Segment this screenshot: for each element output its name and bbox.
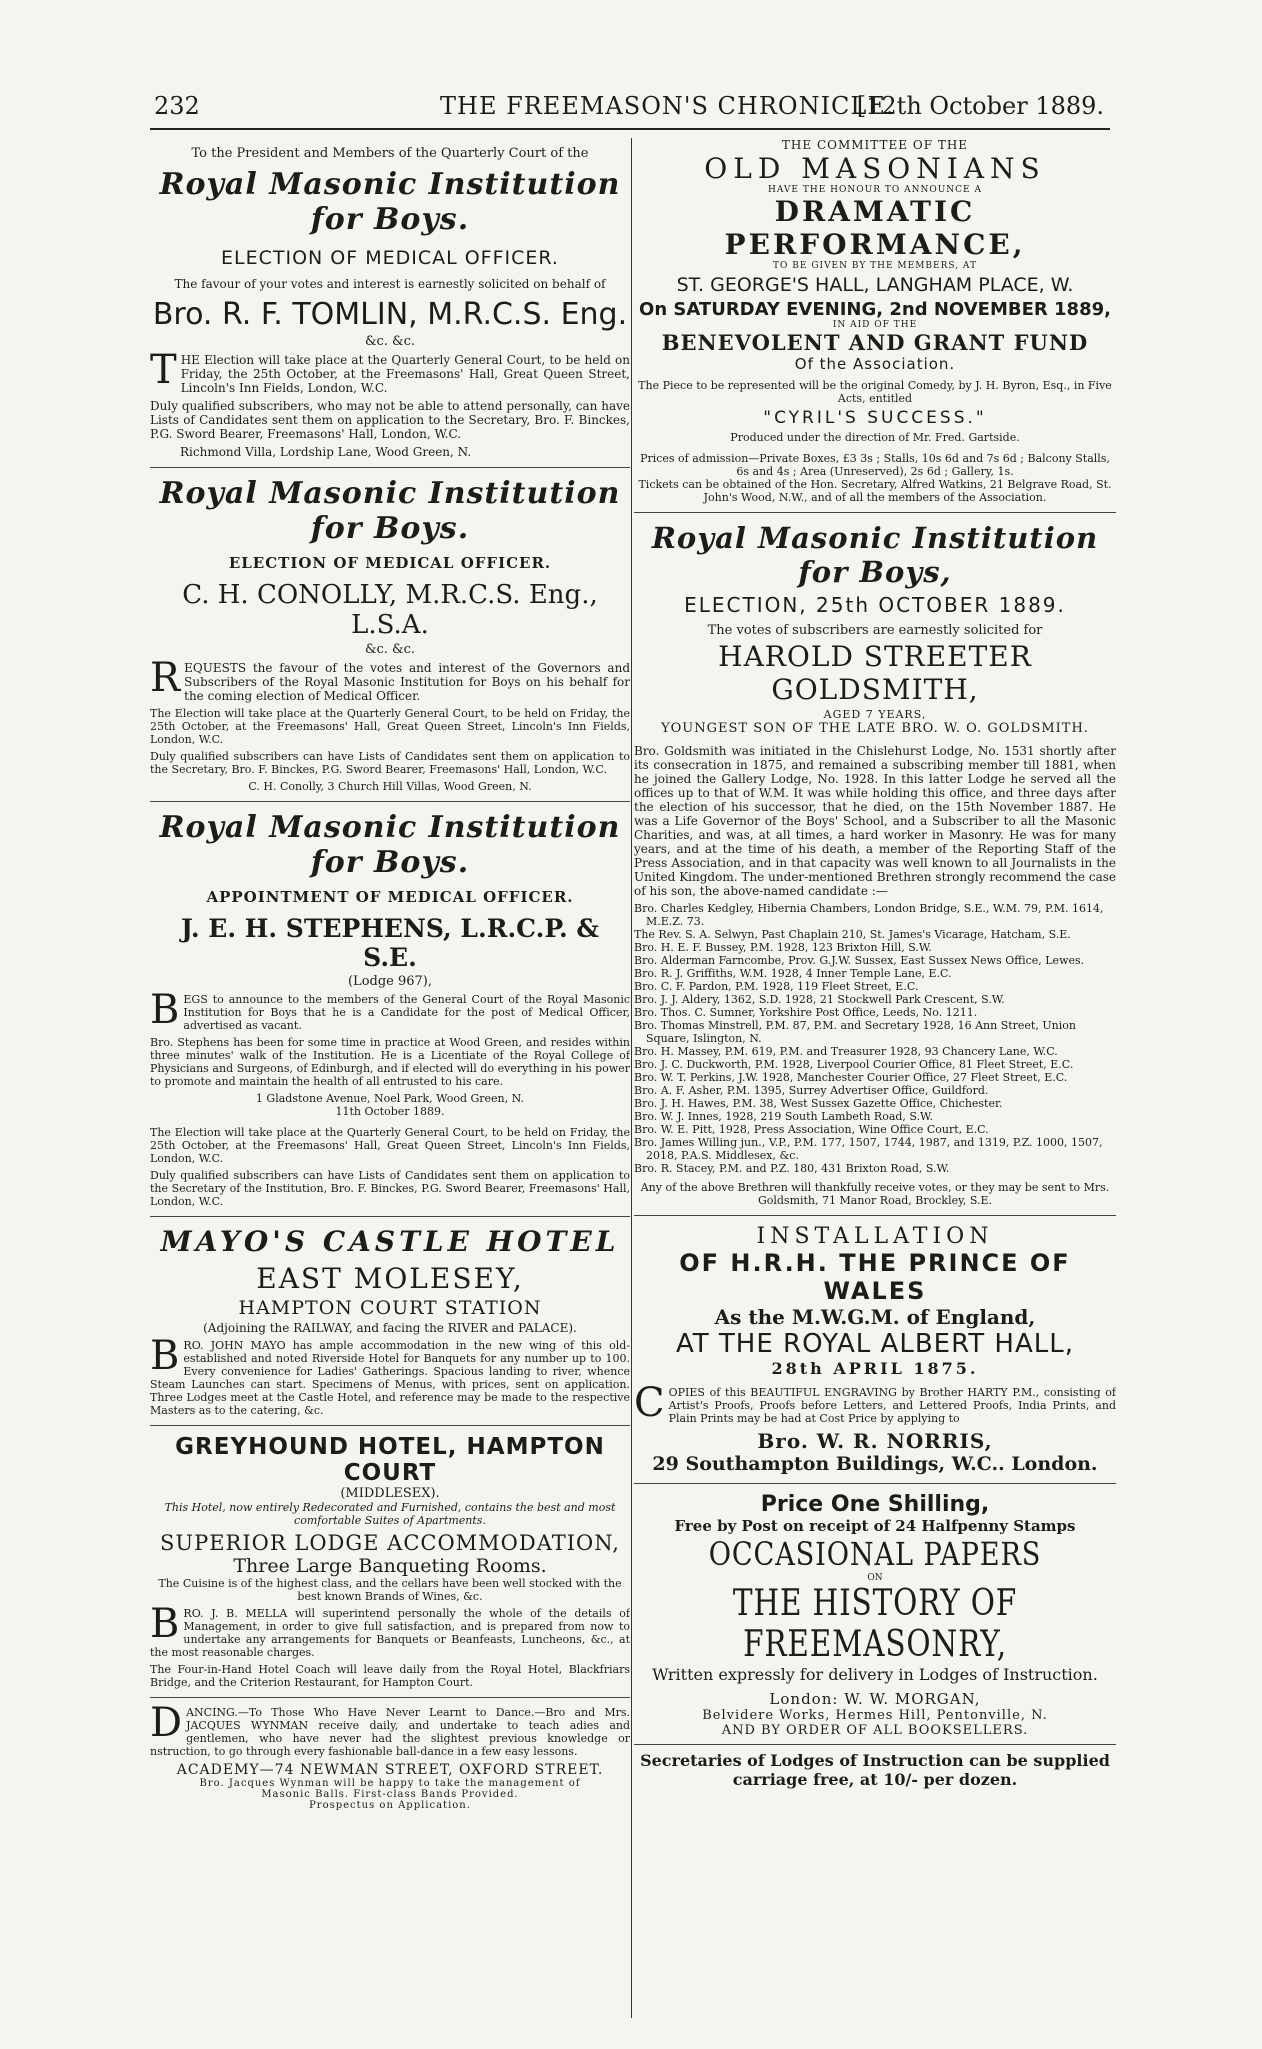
brethren-item: Bro. R. Stacey, P.M. and P.Z. 180, 431 Brixton Road, S.W. <box>634 1162 950 1175</box>
performance-date: On SATURDAY EVENING, 2nd NOVEMBER 1889, <box>639 299 1111 320</box>
tickets-text: Tickets can be obtained of the Hon. Secretary, Alfred Watkins, 21 Belgrave Road, St. John's Wood, N.W., and of all the members of the Association. <box>638 478 1112 504</box>
practice-text: Bro. Stephens has been for some time in practice at Wood Green, and resides within three minutes' walk of the Institution. He is a Licentiate of the Royal College of Physicians and Surgeons, of Edinburgh, and if elected will do everything in his power to promote and maintain the health of all entrusted to his care. <box>150 1036 630 1088</box>
closing-note: Any of the above Brethren will thankfully receive votes, or they may be sent to Mrs. Goldsmith, 71 Manor Road, Brockley, S.E. <box>640 1181 1110 1207</box>
bands-line: Masonic Balls. First-class Bands Provided. <box>261 1789 519 1800</box>
brethren-item: Bro. A. F. Asher, P.M. 1395, Surrey Advertiser Office, Guildford. <box>634 1084 989 1097</box>
candidate-address: Richmond Villa, Lordship Lane, Wood Green, N. <box>180 445 472 459</box>
ad-conolly <box>150 476 630 793</box>
ad-greyhound-hotel <box>150 1434 630 1689</box>
election-heading: ELECTION OF MEDICAL OFFICER. <box>228 554 552 572</box>
brethren-item: Bro. W. J. Innes, 1928, 219 South Lambeth Road, S.W. <box>634 1110 933 1123</box>
prices-text: Prices of admission—Private Boxes, £3 3s ; Stalls, 10s 6d and 7s 6d ; Balcony Stalls, 6s and 4s ; Area (Unreserved), 2s 6d ; Gallery, 1s. <box>640 452 1110 478</box>
hotel-tagline: This Hotel, now entirely Redecorated and Furnished, contains the best and most comfortable Suites of Apartments. <box>164 1501 616 1527</box>
on-line: ON <box>867 1573 883 1583</box>
hotel-county: (MIDDLESEX). <box>340 1486 440 1501</box>
hotel-station: HAMPTON COURT STATION <box>238 1297 542 1319</box>
election-heading: ELECTION OF MEDICAL OFFICER. <box>221 247 559 269</box>
column-rule <box>631 138 632 2018</box>
fund-name: BENEVOLENT AND GRANT FUND <box>661 330 1089 355</box>
booksellers-line: AND BY ORDER OF ALL BOOKSELLERS. <box>721 1723 1029 1738</box>
subscribers-notice: Duly qualified subscribers, who may not be able to attend personally, can have Lists of Candidates sent them on application to the Secretary, Bro. F. Binckes, P.G. Sword Bearer, Freemasons' Hall, London, W.C. <box>150 399 630 441</box>
association-line: Of the Association. <box>794 355 956 373</box>
brethren-item: Bro. J. J. Aldery, 1362, S.D. 1928, 21 Stockwell Park Crescent, S.W. <box>634 993 1005 1006</box>
addressee: To the President and Members of the Quarterly Court of the <box>191 146 589 161</box>
play-title: "CYRIL'S SUCCESS." <box>763 408 987 428</box>
institution-heading: Royal Masonic Institution for Boys. <box>159 476 621 546</box>
page-header <box>150 88 1110 130</box>
subscribers-notice: Duly qualified subscribers can have Lists of Candidates sent them on application to the Secretary, Bro. F. Binckes, P.G. Sword Bearer, Freemasons' Hall, London, W.C. <box>150 750 630 776</box>
performance-title: DRAMATIC PERFORMANCE, <box>724 195 1026 261</box>
brethren-item: Bro. J. H. Hawes, P.M. 38, West Sussex Gazette Office, Chichester. <box>634 1097 1003 1110</box>
venue-line: AT THE ROYAL ALBERT HALL, <box>676 1329 1074 1359</box>
separator <box>634 512 1116 513</box>
brethren-item: Bro. W. E. Pitt, 1928, Press Association, Wine Office Court, E.C. <box>634 1123 989 1136</box>
brethren-item: Bro. H. Massey, P.M. 619, P.M. and Treasurer 1928, 93 Chancery Lane, W.C. <box>634 1045 1058 1058</box>
hotel-location: EAST MOLESEY, <box>256 1262 524 1295</box>
election-notice: The Election will take place at the Quarterly General Court, to be held on Friday, the 25th October, at the Freemasons' Hall, Great Queen Street, Lincoln's Inn Fields, London, W.C. <box>150 1126 630 1165</box>
banqueting-rooms: Three Large Banqueting Rooms. <box>233 1555 547 1577</box>
letter-date: 11th October 1889. <box>335 1105 445 1118</box>
ad-goldsmith <box>634 521 1116 1207</box>
academy-address: ACADEMY—74 NEWMAN STREET, OXFORD STREET. <box>176 1762 604 1778</box>
separator <box>634 1215 1116 1216</box>
brethren-item: Bro. James Willing jun., V.P., P.M. 177, 1507, 1744, 1987, and 1319, P.Z. 1000, 1507, 2018, P.A.S. Middlesex, &c. <box>634 1136 1103 1162</box>
ad-mayos-castle-hotel <box>150 1225 630 1417</box>
separator <box>150 1216 630 1217</box>
separator <box>634 1744 1116 1745</box>
committee-line: THE COMMITTEE OF THE <box>781 138 969 152</box>
given-line: TO BE GIVEN BY THE MEMBERS, AT <box>773 261 977 271</box>
club-name: OLD MASONIANS <box>704 152 1046 185</box>
announcement-text: BEGS to announce to the members of the General Court of the Royal Masonic Institution for Boys that he is a Candidate for the post of Medical Officer, advertised as vacant. <box>150 987 630 1033</box>
engraving-text: COPIES of this BEAUTIFUL ENGRAVING by Brother HARTY P.M., consisting of Artist's Proofs, Proofs before Letters, and Lettered Proofs, India Prints, and Plain Prints may be had at Cost Price by applying to <box>634 1380 1116 1426</box>
candidate-name: Bro. R. F. TOMLIN, M.R.C.S. Eng. <box>152 297 628 332</box>
etc: &c. &c. <box>364 642 416 657</box>
publication-title: THE FREEMASON'S CHRONICLE. <box>440 92 895 120</box>
prospectus-line: Prospectus on Application. <box>309 1800 471 1811</box>
written-line: Written expressly for delivery in Lodges of Instruction. <box>652 1665 1098 1684</box>
candidate-address: C. H. Conolly, 3 Church Hill Villas, Wood Green, N. <box>248 780 532 793</box>
favour-text: The favour of your votes and interest is earnestly solicited on behalf of <box>174 277 606 291</box>
brethren-item: Bro. R. J. Griffiths, W.M. 1928, 4 Inner Temple Lane, E.C. <box>634 967 952 980</box>
produced-text: Produced under the direction of Mr. Fred. Gartside. <box>730 431 1020 444</box>
works-address: Belvidere Works, Hermes Hill, Pentonville, N. <box>702 1708 1048 1723</box>
candidate-parent: YOUNGEST SON OF THE LATE BRO. W. O. GOLDSMITH. <box>661 721 1089 736</box>
hotel-adjoining: (Adjoining the RAILWAY, and facing the RIVER and PALACE). <box>203 1321 577 1335</box>
goldsmith-history: Bro. Goldsmith was initiated in the Chislehurst Lodge, No. 1531 shortly after its consecration in 1875, and remained a subscribing member till 1881, when he joined the Gallery Lodge, No. 1928. In this latter Lodge he served all the offices up to that of W.M. It was while holding this office, and three days after the election of his successor, that he died, on the 15th November 1887. He was a Life Governor of the Boys' School, and a Subscriber to all the Masonic Charities, and was, at all times, a hard worker in Masonry. He was for many years, and at the time of his death, a member of the Reporting Staff of the Press Association, and in that capacity was well known to all Journalists in the United Kingdom. The under-mentioned Brethren strongly recommend the case of his son, the above-named candidate :— <box>634 744 1116 898</box>
ad-occasional-papers <box>634 1492 1116 1789</box>
election-notice: THE Election will take place at the Quarterly General Court, to be held on Friday, the 25th October, at the Freemasons' Hall, Great Queen Street, Lincoln's Inn Fields, London, W.C. <box>150 347 630 395</box>
cuisine-text: The Cuisine is of the highest class, and the cellars have been well stocked with the best known Brands of Wines, &c. <box>158 1577 622 1603</box>
separator <box>150 1425 630 1426</box>
separator <box>150 467 630 468</box>
installation-heading: INSTALLATION <box>756 1224 994 1249</box>
hotel-description: BRO. JOHN MAYO has ample accommodation in the new wing of this old-established and noted Riverside Hotel for Banquets for any number up to 100. Every convenience for Ladies' Gatherings. Spacious landing to river, whence Steam Launches can start. Specimens of Menus, with prices, sent on application. Three Lodges meet at the Castle Hotel, and reference may be made to the respective Masters as to the catering, &c. <box>150 1333 630 1417</box>
coach-text: The Four-in-Hand Hotel Coach will leave daily from the Royal Hotel, Blackfriars Bridge, and the Criterion Restaurant, for Hampton Court. <box>150 1663 630 1689</box>
ad-dancing <box>150 1700 630 1811</box>
occasional-papers-title: OCCASIONAL PAPERS <box>708 1535 1042 1573</box>
ad-installation <box>634 1224 1116 1475</box>
in-aid-line: IN AID OF THE <box>832 320 918 330</box>
norris-address: 29 Southampton Buildings, W.C.. London. <box>652 1453 1098 1475</box>
candidate-address: 1 Gladstone Avenue, Noel Park, Wood Green, N. <box>255 1092 525 1105</box>
institution-heading: Royal Masonic Institution for Boys, <box>651 521 1099 589</box>
brethren-item: Bro. Alderman Farncombe, Prov. G.J.W. Sussex, East Sussex News Office, Lewes. <box>634 954 1085 967</box>
lodge-accommodation: SUPERIOR LODGE ACCOMMODATION, <box>160 1531 620 1555</box>
venue: ST. GEORGE'S HALL, LANGHAM PLACE, W. <box>676 274 1074 296</box>
right-column <box>634 138 1116 2018</box>
separator <box>150 1697 630 1698</box>
institution-heading: Royal Masonic Institution for Boys. <box>159 167 621 237</box>
ad-stephens <box>150 810 630 1208</box>
appointment-heading: APPOINTMENT OF MEDICAL OFFICER. <box>206 888 574 906</box>
brethren-item: Bro. C. F. Pardon, P.M. 1928, 119 Fleet Street, E.C. <box>634 980 919 993</box>
candidate-name: J. E. H. STEPHENS, L.R.C.P. & S.E. <box>181 914 599 972</box>
hotel-name: GREYHOUND HOTEL, HAMPTON COURT <box>175 1434 605 1486</box>
management-text: BRO. J. B. MELLA will superintend personally the whole of the details of Management, in order to give full satisfaction, and is prepared from now to undertake any arrangements for Banquets or Beanfeasts, Luncheons, &c., at the most reasonable charges. <box>150 1601 630 1659</box>
election-date: ELECTION, 25th OCTOBER 1889. <box>684 593 1066 617</box>
request-text: REQUESTS the favour of the votes and interest of the Governors and Subscribers of the Royal Masonic Institution for Boys on his behalf for the coming election of Medical Officer. <box>150 655 630 703</box>
separator <box>150 801 630 802</box>
issue-date: [12th October 1889. <box>856 92 1104 120</box>
brethren-item: Bro. Thos. C. Sumner, Yorkshire Post Office, Leeds, No. 1211. <box>634 1006 978 1019</box>
post-line: Free by Post on receipt of 24 Halfpenny Stamps <box>674 1517 1076 1535</box>
page-number: 232 <box>154 92 200 120</box>
norris-name: Bro. W. R. NORRIS, <box>757 1429 993 1453</box>
hotel-name: MAYO'S CASTLE HOTEL <box>160 1225 620 1258</box>
etc: &c. &c. <box>364 334 416 349</box>
dancing-text: DANCING.—To Those Who Have Never Learnt to Dance.—Bro and Mrs. JACQUES WYNMAN receive daily, and undertake to teach adies and gentlemen, who have never had the slightest previous knowledge or nstruction, to go through every fashionable ball-dance in a few easy lessons. <box>150 1700 630 1758</box>
ad-old-masonians <box>634 138 1116 504</box>
subscribers-notice: Duly qualified subscribers can have Lists of Candidates sent them on application to the Secretary of the Institution, Bro. F. Binckes, P.G. Sword Bearer, Freemasons' Hall, London, W.C. <box>150 1169 630 1208</box>
publisher-line: London: W. W. MORGAN, <box>769 1690 981 1708</box>
ad-tomlin <box>150 146 630 459</box>
secretaries-note: Secretaries of Lodges of Instruction can be supplied carriage free, at 10/- per dozen. <box>640 1751 1110 1789</box>
election-notice: The Election will take place at the Quarterly General Court, to be held on Friday, the 25th October, at the Freemasons' Hall, Great Queen Street, Lincoln's Inn Fields, London, W.C. <box>150 707 630 746</box>
left-column <box>150 138 630 2018</box>
institution-heading: Royal Masonic Institution for Boys. <box>159 810 621 880</box>
candidate-name: HAROLD STREETER GOLDSMITH, <box>718 640 1032 706</box>
piece-text: The Piece to be represented will be the original Comedy, by J. H. Byron, Esq., in Five Acts, entitled <box>638 379 1112 405</box>
brethren-item: Bro. J. C. Duckworth, P.M. 1928, Liverpool Courier Office, 81 Fleet Street, E.C. <box>634 1058 1074 1071</box>
candidate-name: C. H. CONOLLY, M.R.C.S. Eng., L.S.A. <box>182 580 598 640</box>
management-line: Bro. Jacques Wynman will be happy to take the management of <box>199 1778 581 1789</box>
candidate-age: AGED 7 YEARS, <box>823 708 927 721</box>
brethren-item: Bro. Charles Kedgley, Hibernia Chambers, London Bridge, S.E., W.M. 79, P.M. 1614, M.E.Z. 73. <box>634 902 1104 928</box>
installation-date: 28th APRIL 1875. <box>771 1359 979 1378</box>
price-line: Price One Shilling, <box>760 1492 990 1517</box>
mwgm-line: As the M.W.G.M. of England, <box>714 1305 1036 1329</box>
honour-line: HAVE THE HONOUR TO ANNOUNCE A <box>768 185 982 195</box>
brethren-item: Bro. Thomas Minstrell, P.M. 87, P.M. and Secretary 1928, 16 Ann Street, Union Square, Islington, N. <box>634 1019 1076 1045</box>
brethren-item: The Rev. S. A. Selwyn, Past Chaplain 210, St. James's Vicarage, Hatcham, S.E. <box>634 928 1071 941</box>
brethren-item: Bro. W. T. Perkins, J.W. 1928, Manchester Courier Office, 27 Fleet Street, E.C. <box>634 1071 1068 1084</box>
lodge-number: (Lodge 967), <box>347 974 433 989</box>
votes-line: The votes of subscribers are earnestly solicited for <box>707 623 1043 638</box>
brethren-list <box>634 902 1116 1175</box>
history-title: THE HISTORY OF FREEMASONRY, <box>732 1583 1018 1665</box>
separator <box>634 1483 1116 1484</box>
brethren-item: Bro. H. E. F. Bussey, P.M. 1928, 123 Brixton Hill, S.W. <box>634 941 932 954</box>
prince-heading: OF H.R.H. THE PRINCE OF WALES <box>679 1249 1071 1305</box>
